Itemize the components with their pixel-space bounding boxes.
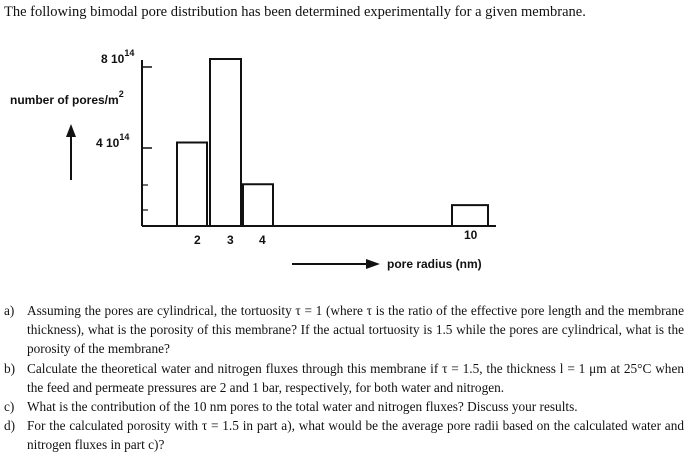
question-letter: a) xyxy=(4,303,15,318)
bar-r4 xyxy=(243,184,273,226)
x-tick-label-10: 10 xyxy=(464,228,478,242)
question-c xyxy=(4,397,684,416)
intro-text: The following bimodal pore distribution has been determined experimentally for a given membrane. xyxy=(4,4,586,20)
question-d xyxy=(4,416,684,454)
question-a xyxy=(4,301,684,359)
question-list xyxy=(4,301,684,455)
x-tick-label-4: 4 xyxy=(259,233,266,247)
y-axis-label: number of pores/$m^2$ xyxy=(10,89,124,107)
pore-distribution-chart xyxy=(0,40,693,280)
y-tick-label-8: 8 $10^{14}$ xyxy=(101,48,135,66)
question-text: Calculate the theoretical water and nitrogen fluxes through this membrane if τ = 1.5, the thickness l = 1 μm at 25°C when the feed and permeate pressures are 2 and 1 bar, respectively, for both water and nitrogen. xyxy=(27,360,684,395)
bar-r3 xyxy=(210,59,241,226)
question-letter: b) xyxy=(4,360,16,376)
question-text: For the calculated porosity with τ = 1.5 in part a), what would be the average pore radii based on the calculated water and nitrogen fluxes in part c)? xyxy=(27,418,684,453)
x-axis-label: pore radius (nm) xyxy=(387,257,482,271)
bar-r10 xyxy=(452,205,488,226)
y-arrow-head xyxy=(66,124,76,137)
question-letter: d) xyxy=(4,418,16,434)
x-arrow-head xyxy=(366,259,380,269)
bars-group xyxy=(177,59,488,226)
question-letter: c) xyxy=(4,399,15,415)
x-tick-label-3: 3 xyxy=(227,233,234,247)
question-text: What is the contribution of the 10 nm pores to the total water and nitrogen fluxes? Discuss your results. xyxy=(27,399,578,415)
y-tick-label-4: 4 $10^{14}$ xyxy=(96,132,130,150)
bar-r2 xyxy=(177,143,207,227)
question-b xyxy=(4,359,684,397)
question-text: Assuming the pores are cylindrical, the tortuosity τ = 1 (where τ is the ratio of the effective pore length and the membrane thickness), what is the porosity of this membrane? If the actual tortuosity is 1.5 while the pores are cylindrical, what is the porosity of the membrane? xyxy=(27,303,684,357)
x-tick-label-2: 2 xyxy=(194,233,201,247)
chart-svg xyxy=(0,40,693,280)
